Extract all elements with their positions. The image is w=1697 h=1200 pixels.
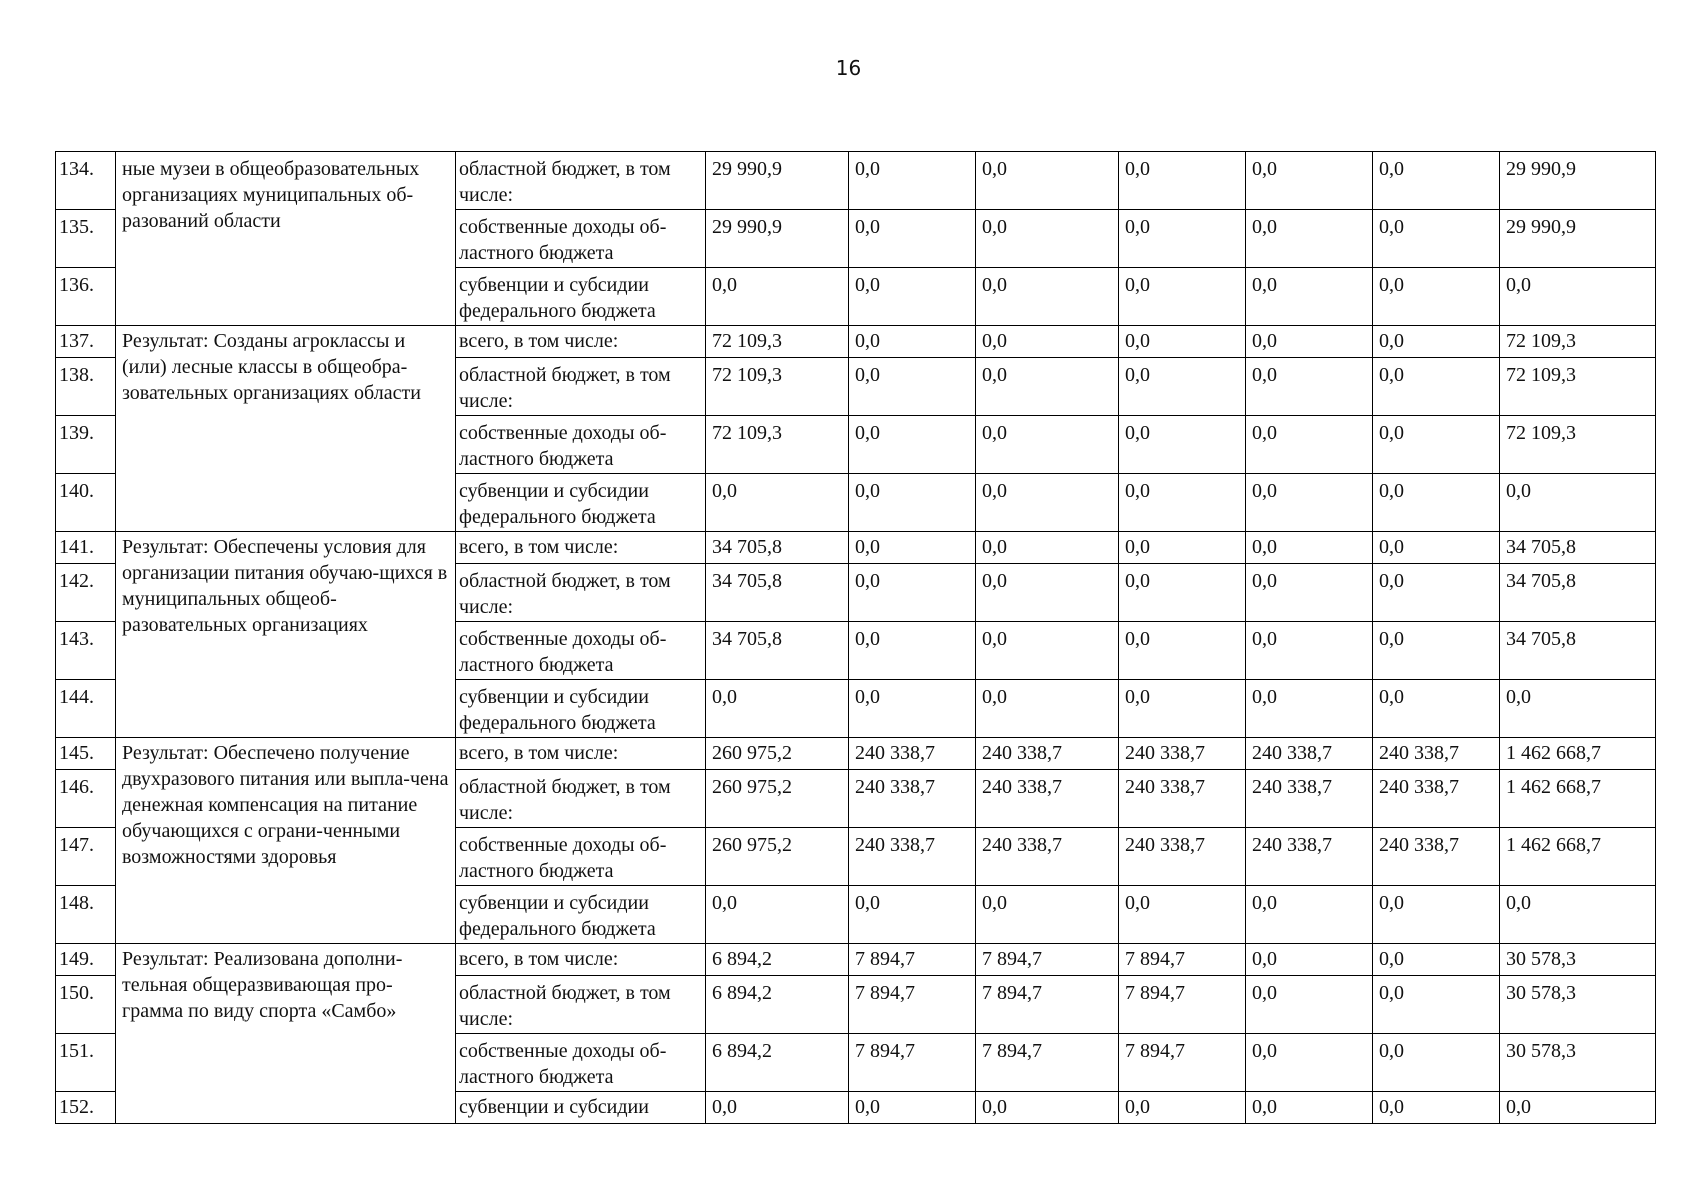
value-cell: 0,0 xyxy=(976,152,1119,210)
row-number: 148. xyxy=(56,886,116,944)
value-cell: 0,0 xyxy=(1246,210,1373,268)
result-description: Результат: Реализована дополни-тельная общеразвивающая про-грамма по виду спорта «Самбо» xyxy=(116,944,456,1124)
value-cell: 240 338,7 xyxy=(1119,828,1246,886)
value-cell: 0,0 xyxy=(1246,976,1373,1034)
budget-table xyxy=(55,151,1656,1124)
funding-source: собственные доходы об-ластного бюджета xyxy=(456,622,706,680)
value-cell: 0,0 xyxy=(1119,152,1246,210)
value-cell: 0,0 xyxy=(1246,944,1373,976)
value-cell: 0,0 xyxy=(976,680,1119,738)
value-cell: 0,0 xyxy=(976,326,1119,358)
value-cell: 0,0 xyxy=(1373,268,1500,326)
value-cell: 0,0 xyxy=(849,680,976,738)
value-cell: 6 894,2 xyxy=(706,1034,849,1092)
funding-source: всего, в том числе: xyxy=(456,944,706,976)
value-total: 30 578,3 xyxy=(1500,976,1656,1034)
row-number: 151. xyxy=(56,1034,116,1092)
row-number: 146. xyxy=(56,770,116,828)
value-cell: 7 894,7 xyxy=(1119,944,1246,976)
value-cell: 0,0 xyxy=(849,152,976,210)
value-cell: 0,0 xyxy=(1373,358,1500,416)
value-cell: 0,0 xyxy=(1119,358,1246,416)
value-total: 29 990,9 xyxy=(1500,210,1656,268)
value-cell: 0,0 xyxy=(1119,326,1246,358)
funding-source: областной бюджет, в том числе: xyxy=(456,770,706,828)
value-cell: 0,0 xyxy=(849,1092,976,1124)
value-cell: 260 975,2 xyxy=(706,770,849,828)
value-total: 72 109,3 xyxy=(1500,326,1656,358)
value-cell: 0,0 xyxy=(849,564,976,622)
funding-source: всего, в том числе: xyxy=(456,532,706,564)
value-cell: 0,0 xyxy=(1246,416,1373,474)
value-total: 0,0 xyxy=(1500,474,1656,532)
value-cell: 240 338,7 xyxy=(849,770,976,828)
table-row xyxy=(56,944,1656,976)
value-total: 1 462 668,7 xyxy=(1500,828,1656,886)
value-cell: 0,0 xyxy=(1373,622,1500,680)
funding-source: собственные доходы об-ластного бюджета xyxy=(456,828,706,886)
value-total: 72 109,3 xyxy=(1500,358,1656,416)
value-cell: 0,0 xyxy=(1373,1034,1500,1092)
value-cell: 0,0 xyxy=(976,622,1119,680)
row-number: 139. xyxy=(56,416,116,474)
table-row xyxy=(56,738,1656,770)
value-cell: 0,0 xyxy=(1246,1092,1373,1124)
value-cell: 29 990,9 xyxy=(706,152,849,210)
value-cell: 0,0 xyxy=(976,532,1119,564)
value-total: 0,0 xyxy=(1500,886,1656,944)
table-row xyxy=(56,152,1656,210)
value-cell: 0,0 xyxy=(1373,564,1500,622)
value-cell: 0,0 xyxy=(1246,1034,1373,1092)
funding-source: областной бюджет, в том числе: xyxy=(456,976,706,1034)
value-total: 1 462 668,7 xyxy=(1500,738,1656,770)
value-cell: 7 894,7 xyxy=(976,976,1119,1034)
value-cell: 7 894,7 xyxy=(849,944,976,976)
value-cell: 0,0 xyxy=(1119,532,1246,564)
funding-source: всего, в том числе: xyxy=(456,738,706,770)
value-cell: 0,0 xyxy=(849,210,976,268)
row-number: 143. xyxy=(56,622,116,680)
value-cell: 0,0 xyxy=(976,358,1119,416)
value-cell: 240 338,7 xyxy=(849,738,976,770)
value-cell: 0,0 xyxy=(1119,564,1246,622)
value-cell: 0,0 xyxy=(1246,268,1373,326)
row-number: 141. xyxy=(56,532,116,564)
value-cell: 0,0 xyxy=(706,886,849,944)
value-total: 1 462 668,7 xyxy=(1500,770,1656,828)
value-total: 0,0 xyxy=(1500,1092,1656,1124)
value-cell: 0,0 xyxy=(1373,416,1500,474)
value-cell: 7 894,7 xyxy=(976,1034,1119,1092)
funding-source: собственные доходы об-ластного бюджета xyxy=(456,416,706,474)
value-cell: 0,0 xyxy=(976,210,1119,268)
funding-source: субвенции и субсидии федерального бюджета xyxy=(456,680,706,738)
value-cell: 0,0 xyxy=(1246,152,1373,210)
row-number: 135. xyxy=(56,210,116,268)
value-cell: 0,0 xyxy=(1373,1092,1500,1124)
value-cell: 0,0 xyxy=(1373,944,1500,976)
funding-source: собственные доходы об-ластного бюджета xyxy=(456,1034,706,1092)
value-cell: 29 990,9 xyxy=(706,210,849,268)
value-cell: 7 894,7 xyxy=(976,944,1119,976)
value-cell: 0,0 xyxy=(1119,474,1246,532)
funding-source: субвенции и субсидии xyxy=(456,1092,706,1124)
value-cell: 0,0 xyxy=(849,416,976,474)
row-number: 150. xyxy=(56,976,116,1034)
value-cell: 72 109,3 xyxy=(706,416,849,474)
value-cell: 0,0 xyxy=(1373,474,1500,532)
value-cell: 240 338,7 xyxy=(1373,770,1500,828)
value-cell: 240 338,7 xyxy=(1373,828,1500,886)
value-cell: 7 894,7 xyxy=(1119,1034,1246,1092)
value-cell: 0,0 xyxy=(849,474,976,532)
value-cell: 0,0 xyxy=(706,680,849,738)
value-cell: 0,0 xyxy=(1246,886,1373,944)
funding-source: областной бюджет, в том числе: xyxy=(456,152,706,210)
value-cell: 34 705,8 xyxy=(706,622,849,680)
funding-source: всего, в том числе: xyxy=(456,326,706,358)
value-total: 0,0 xyxy=(1500,268,1656,326)
value-cell: 7 894,7 xyxy=(849,1034,976,1092)
value-cell: 72 109,3 xyxy=(706,358,849,416)
value-cell: 34 705,8 xyxy=(706,564,849,622)
value-cell: 0,0 xyxy=(1119,416,1246,474)
value-cell: 0,0 xyxy=(976,474,1119,532)
value-cell: 0,0 xyxy=(976,416,1119,474)
result-description: Результат: Обеспечено получение двухразового питания или выпла-чена денежная компенсация на питание обучающихся с ограни-ченными возможностями здоровья xyxy=(116,738,456,944)
value-cell: 0,0 xyxy=(1373,210,1500,268)
value-cell: 0,0 xyxy=(1373,532,1500,564)
value-cell: 7 894,7 xyxy=(849,976,976,1034)
value-total: 34 705,8 xyxy=(1500,532,1656,564)
value-cell: 240 338,7 xyxy=(1373,738,1500,770)
result-description: Результат: Обеспечены условия для организации питания обучаю-щихся в муниципальных общеоб-разовательных организациях xyxy=(116,532,456,738)
value-cell: 6 894,2 xyxy=(706,976,849,1034)
value-cell: 0,0 xyxy=(1246,622,1373,680)
value-cell: 0,0 xyxy=(1373,976,1500,1034)
value-total: 34 705,8 xyxy=(1500,564,1656,622)
value-cell: 0,0 xyxy=(1119,680,1246,738)
value-cell: 0,0 xyxy=(1119,210,1246,268)
value-total: 30 578,3 xyxy=(1500,1034,1656,1092)
value-cell: 0,0 xyxy=(1373,680,1500,738)
value-total: 0,0 xyxy=(1500,680,1656,738)
row-number: 136. xyxy=(56,268,116,326)
row-number: 137. xyxy=(56,326,116,358)
value-total: 72 109,3 xyxy=(1500,416,1656,474)
row-number: 134. xyxy=(56,152,116,210)
value-cell: 0,0 xyxy=(976,564,1119,622)
funding-source: собственные доходы об-ластного бюджета xyxy=(456,210,706,268)
value-total: 30 578,3 xyxy=(1500,944,1656,976)
table-row xyxy=(56,532,1656,564)
value-cell: 72 109,3 xyxy=(706,326,849,358)
value-cell: 240 338,7 xyxy=(976,828,1119,886)
funding-source: субвенции и субсидии федерального бюджета xyxy=(456,886,706,944)
value-cell: 0,0 xyxy=(706,268,849,326)
value-cell: 0,0 xyxy=(849,622,976,680)
table-row xyxy=(56,326,1656,358)
result-description: Результат: Созданы агроклассы и (или) лесные классы в общеобра-зовательных организациях области xyxy=(116,326,456,532)
value-cell: 240 338,7 xyxy=(1246,828,1373,886)
value-cell: 260 975,2 xyxy=(706,828,849,886)
row-number: 144. xyxy=(56,680,116,738)
value-cell: 0,0 xyxy=(706,1092,849,1124)
value-cell: 0,0 xyxy=(706,474,849,532)
value-cell: 0,0 xyxy=(849,532,976,564)
value-cell: 6 894,2 xyxy=(706,944,849,976)
value-cell: 0,0 xyxy=(1119,886,1246,944)
value-cell: 0,0 xyxy=(849,268,976,326)
value-cell: 0,0 xyxy=(1246,474,1373,532)
funding-source: областной бюджет, в том числе: xyxy=(456,358,706,416)
value-cell: 0,0 xyxy=(1246,358,1373,416)
funding-source: областной бюджет, в том числе: xyxy=(456,564,706,622)
value-cell: 34 705,8 xyxy=(706,532,849,564)
value-cell: 240 338,7 xyxy=(849,828,976,886)
value-total: 34 705,8 xyxy=(1500,622,1656,680)
row-number: 142. xyxy=(56,564,116,622)
value-cell: 0,0 xyxy=(976,268,1119,326)
row-number: 149. xyxy=(56,944,116,976)
value-cell: 0,0 xyxy=(976,1092,1119,1124)
value-cell: 0,0 xyxy=(976,886,1119,944)
page-number: 16 xyxy=(835,56,862,80)
value-total: 29 990,9 xyxy=(1500,152,1656,210)
value-cell: 0,0 xyxy=(1246,564,1373,622)
value-cell: 0,0 xyxy=(849,886,976,944)
value-cell: 240 338,7 xyxy=(1246,770,1373,828)
value-cell: 0,0 xyxy=(1246,680,1373,738)
value-cell: 240 338,7 xyxy=(976,770,1119,828)
value-cell: 240 338,7 xyxy=(1119,738,1246,770)
value-cell: 0,0 xyxy=(1246,326,1373,358)
value-cell: 260 975,2 xyxy=(706,738,849,770)
row-number: 145. xyxy=(56,738,116,770)
row-number: 140. xyxy=(56,474,116,532)
funding-source: субвенции и субсидии федерального бюджета xyxy=(456,268,706,326)
value-cell: 240 338,7 xyxy=(1246,738,1373,770)
value-cell: 0,0 xyxy=(1373,326,1500,358)
value-cell: 0,0 xyxy=(849,358,976,416)
value-cell: 0,0 xyxy=(1246,532,1373,564)
result-description: ные музеи в общеобразовательных организациях муниципальных об-разований области xyxy=(116,152,456,326)
funding-source: субвенции и субсидии федерального бюджета xyxy=(456,474,706,532)
value-cell: 0,0 xyxy=(1119,622,1246,680)
value-cell: 0,0 xyxy=(1373,152,1500,210)
value-cell: 0,0 xyxy=(1119,268,1246,326)
row-number: 138. xyxy=(56,358,116,416)
value-cell: 0,0 xyxy=(1373,886,1500,944)
value-cell: 240 338,7 xyxy=(976,738,1119,770)
row-number: 152. xyxy=(56,1092,116,1124)
value-cell: 240 338,7 xyxy=(1119,770,1246,828)
value-cell: 0,0 xyxy=(849,326,976,358)
value-cell: 0,0 xyxy=(1119,1092,1246,1124)
value-cell: 7 894,7 xyxy=(1119,976,1246,1034)
row-number: 147. xyxy=(56,828,116,886)
